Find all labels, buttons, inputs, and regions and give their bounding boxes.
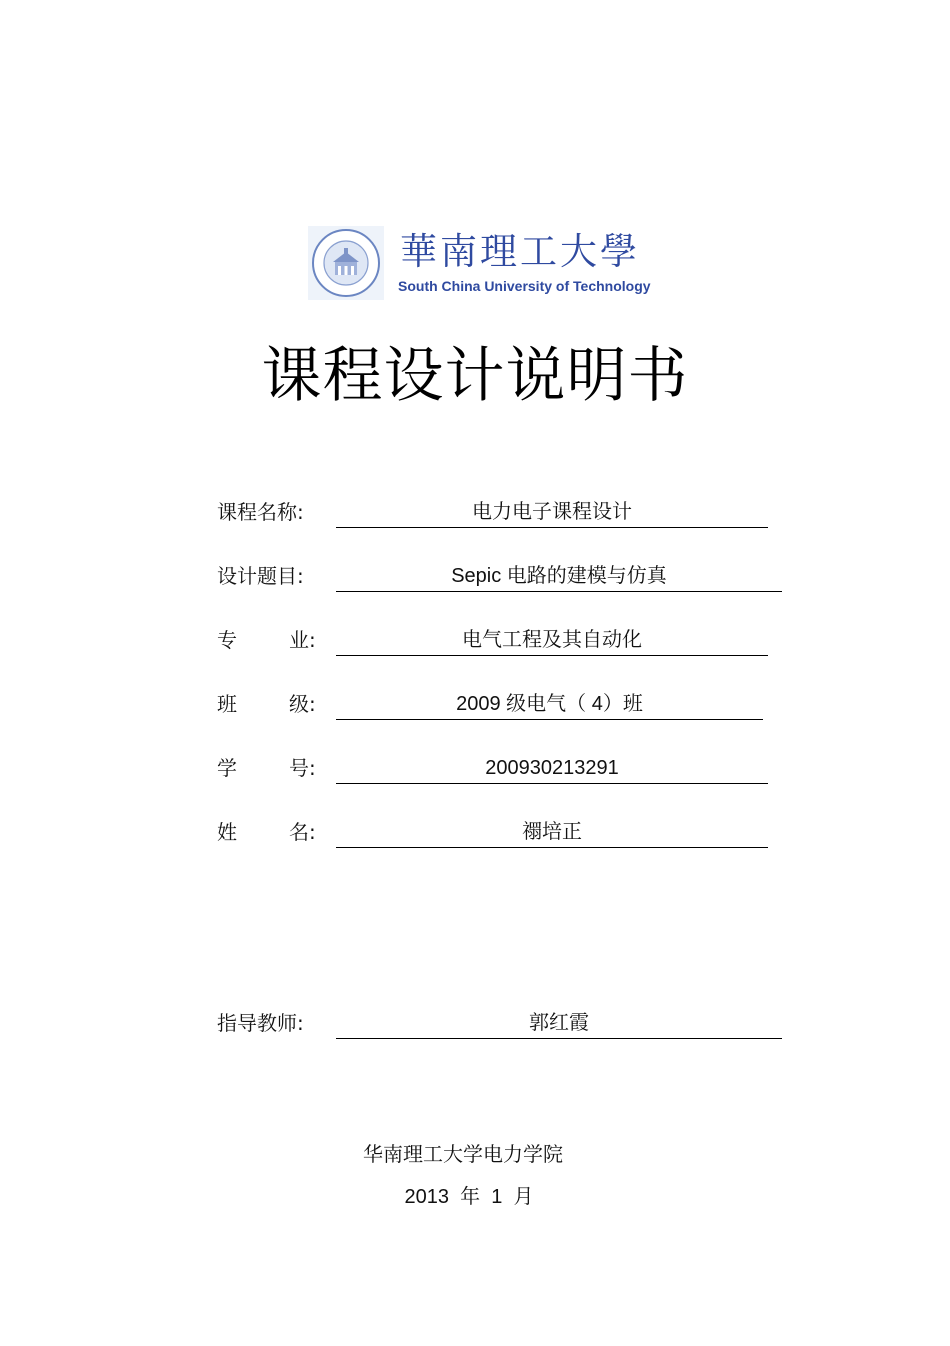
- logo-english-name: South China University of Technology: [398, 278, 651, 294]
- university-logo: [308, 226, 680, 302]
- field-label: 学 号:: [217, 756, 316, 780]
- field-value: 2009 级电气（ 4）班: [336, 689, 763, 720]
- field-label: 班 级:: [217, 692, 316, 716]
- document-date: 2013 年 1 月: [404, 1186, 534, 1208]
- field-label: 课程名称:: [217, 500, 304, 524]
- field-label: 设计题目:: [217, 564, 304, 588]
- field-label: 指导教师:: [217, 1011, 304, 1035]
- field-label: 姓 名:: [217, 820, 316, 844]
- logo-chinese-name: 華南理工大學: [400, 230, 640, 273]
- field-value: 200930213291: [336, 753, 768, 784]
- university-seal-icon: [308, 226, 384, 300]
- field-value: 郭红霞: [336, 1008, 782, 1039]
- field-value: 电力电子课程设计: [336, 497, 768, 528]
- field-value: 禤培正: [336, 817, 768, 848]
- institution-name: 华南理工大学电力学院: [363, 1142, 563, 1166]
- field-value: Sepic 电路的建模与仿真: [336, 561, 782, 592]
- field-value: 电气工程及其自动化: [336, 625, 768, 656]
- page-title: 课程设计说明书: [261, 341, 689, 411]
- field-label: 专 业:: [217, 628, 316, 652]
